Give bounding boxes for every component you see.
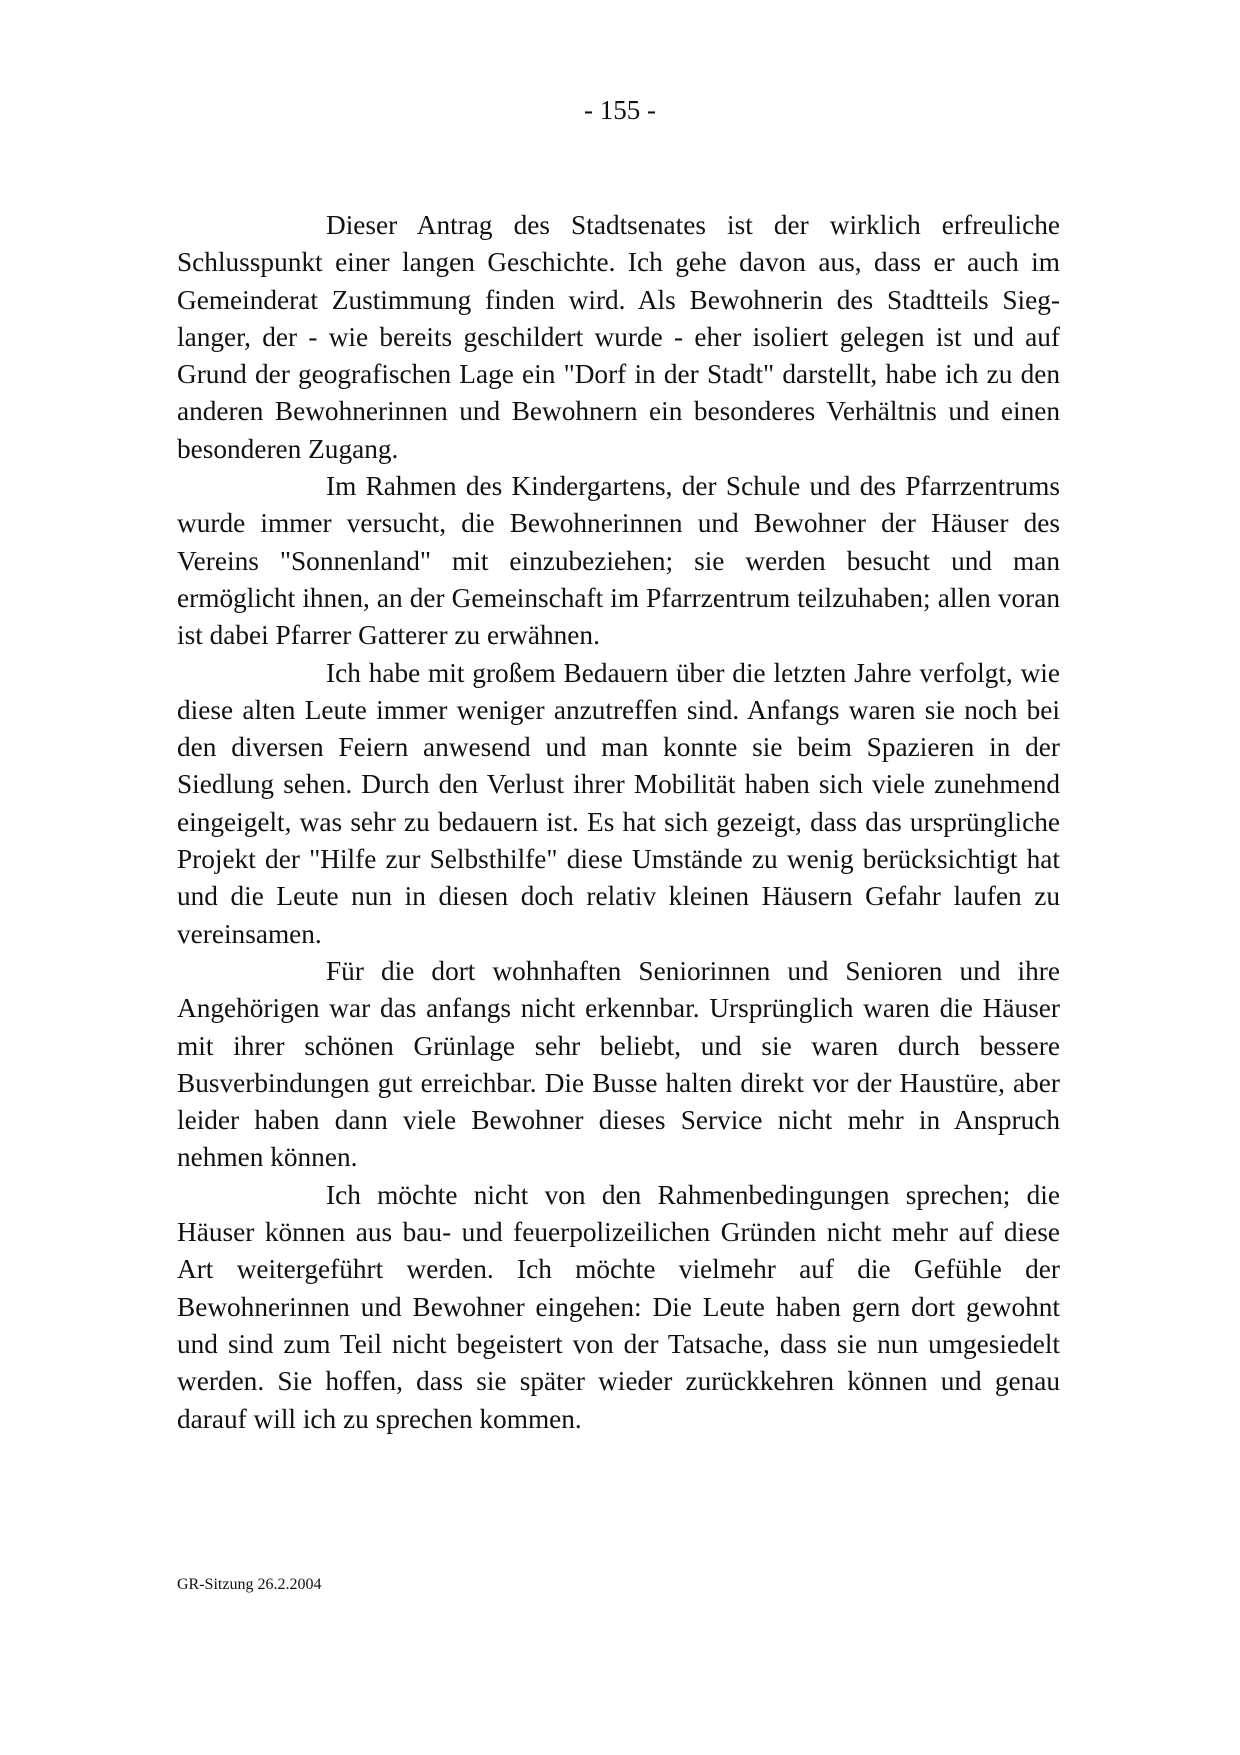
page-number: - 155 - [584, 95, 656, 125]
paragraph: Dieser Antrag des Stadtsenates ist der wirklich erfreuliche Schlusspunkt einer langen Geschichte. Ich gehe davon aus, dass er auch im Gemeinderat Zustimmung finden wird. Als Bewohnerin des Stadtteils Sieglanger, der - wie bereits geschildert wurde - eher isoliert gelegen ist und auf Grund der geografischen Lage ein "Dorf in der Stadt" darstellt, habe ich zu den anderen Bewohnerinnen und Bewohnern ein besonderes Verhältnis und einen besonderen Zugang. [177, 210, 1060, 464]
paragraph: Für die dort wohnhaften Seniorinnen und Senioren und ihre Angehörigen war das anfangs nicht erkennbar. Ursprünglich waren die Häuser mit ihrer schönen Grünlage sehr beliebt, und sie waren durch bessere Busverbindungen gut erreichbar. Die Busse halten direkt vor der Haustüre, aber leider haben dann viele Bewohner dieses Service nicht mehr in Anspruch nehmen können. [177, 955, 1060, 1173]
paragraph: Ich möchte nicht von den Rahmenbedingungen sprechen; die Häuser können aus bau- und feuerpolizeilichen Gründen nicht mehr auf diese Art weitergeführt werden. Ich möchte vielmehr auf die Gefühle der Bewohnerinnen und Bewohner eingehen: Die Leute haben gern dort gewohnt und sind zum Teil nicht begeistert von der Tatsache, dass sie nun umgesiedelt werden. Sie hoffen, dass sie später wieder zurückkehren können und genau darauf will ich zu sprechen kommen. [177, 1179, 1060, 1434]
paragraph: Im Rahmen des Kindergartens, der Schule und des Pfarrzentrums wurde immer versucht, die Bewohnerinnen und Bewohner der Häuser des Vereins "Sonnenland" mit einzubeziehen; sie werden besucht und man ermöglicht ihnen, an der Gemeinschaft im Pfarrzentrum teilzuhaben; allen voran ist dabei Pfarrer Gatterer zu erwähnen. [177, 471, 1060, 651]
footer-session-date: GR-Sitzung 26.2.2004 [177, 1576, 322, 1593]
paragraph: Ich habe mit großem Bedauern über die letzten Jahre verfolgt, wie diese alten Leute immer weniger anzutreffen sind. Anfangs waren sie noch bei den diversen Feiern anwesend und man konnte sie beim Spazieren in der Siedlung sehen. Durch den Verlust ihrer Mobilität haben sich viele zunehmend eingeigelt, was sehr zu bedauern ist. Es hat sich gezeigt, dass das ursprüngliche Projekt der "Hilfe zur Selbsthilfe" diese Umstände zu wenig berücksichtigt hat und die Leute nun in diesen doch relativ kleinen Häusern Gefahr laufen zu vereinsamen. [177, 657, 1060, 949]
document-body [177, 207, 1060, 1438]
